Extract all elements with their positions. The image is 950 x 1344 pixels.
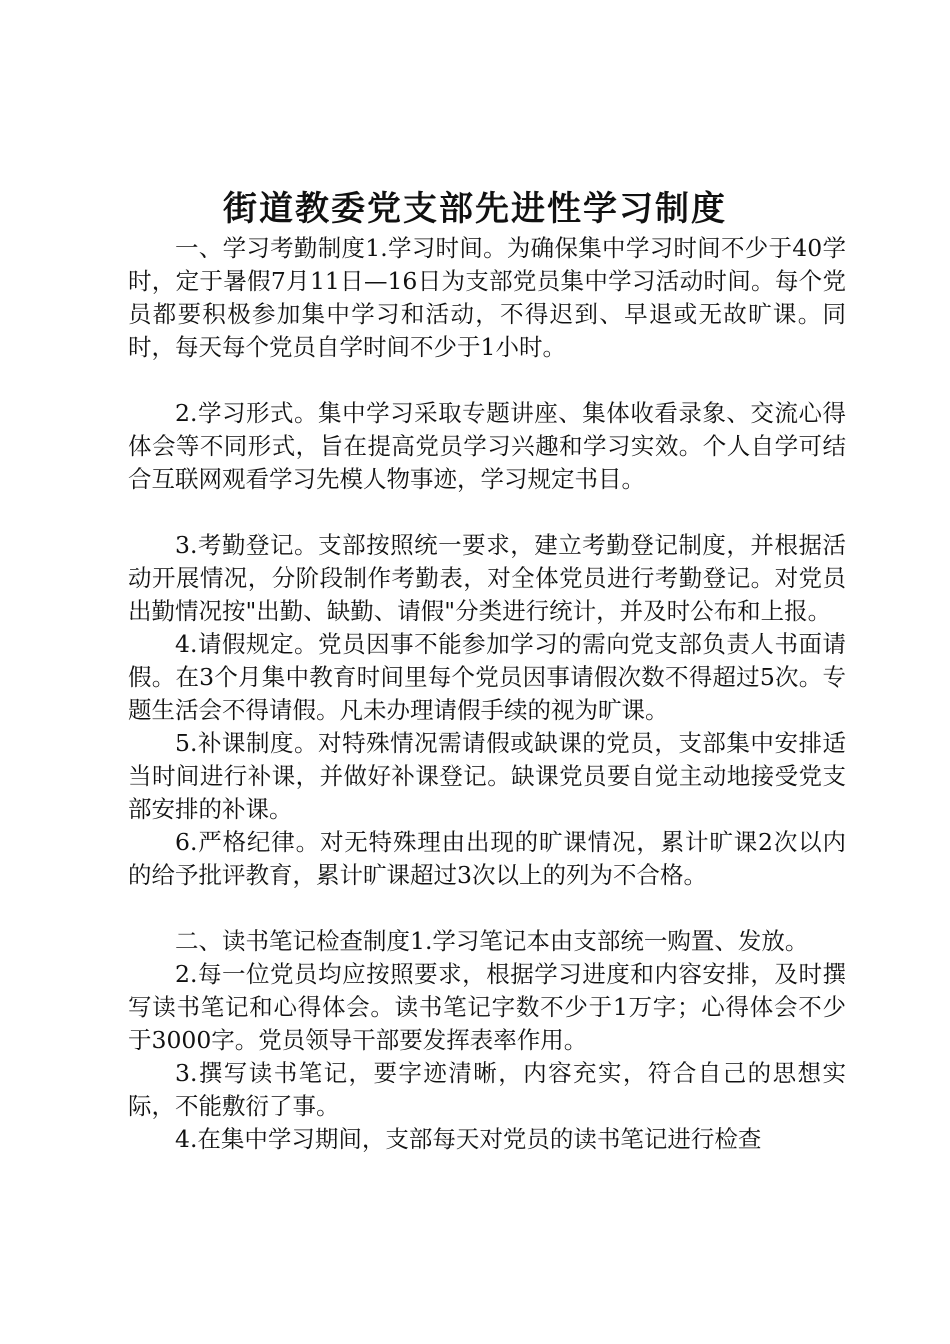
paragraph-spacer <box>128 364 846 397</box>
paragraph-spacer <box>128 892 846 925</box>
paragraph-leave-rules: 4.请假规定。党员因事不能参加学习的需向党支部负责人书面请假。在3个月集中教育时间里每个党员因事请假次数不得超过5次。专题生活会不得请假。凡未办理请假手续的视为旷课。 <box>128 630 846 724</box>
paragraph-attendance-time: 一、学习考勤制度1.学习时间。为确保集中学习时间不少于40学时，定于暑假7月11日—16日为支部党员集中学习活动时间。每个党员都要积极参加集中学习和活动，不得迟到、早退或无故旷课。同时，每天每个党员自学时间不少于1小时。 <box>128 234 846 361</box>
document-title: 街道教委党支部先进性学习制度 <box>223 189 727 229</box>
paragraph-discipline: 6.严格纪律。对无特殊理由出现的旷课情况，累计旷课2次以内的给予批评教育，累计旷课超过3次以上的列为不合格。 <box>128 828 846 889</box>
paragraph-attendance-register: 3.考勤登记。支部按照统一要求，建立考勤登记制度，并根据活动开展情况，分阶段制作考勤表，对全体党员进行考勤登记。对党员出勤情况按"出勤、缺勤、请假"分类进行统计，并及时公布和上报。 <box>128 531 846 625</box>
paragraph-notes-inspection: 4.在集中学习期间，支部每天对党员的读书笔记进行检查 <box>175 1125 762 1153</box>
paragraph-study-form: 2.学习形式。集中学习采取专题讲座、集体收看录象、交流心得体会等不同形式，旨在提高党员学习兴趣和学习实效。个人自学可结合互联网观看学习先模人物事迹，学习规定书目。 <box>128 399 846 493</box>
paragraph-makeup-class: 5.补课制度。对特殊情况需请假或缺课的党员，支部集中安排适当时间进行补课，并做好补课登记。缺课党员要自觉主动地接受党支部安排的补课。 <box>128 729 846 823</box>
document-body <box>128 232 846 1156</box>
paragraph-spacer <box>128 496 846 529</box>
paragraph-notes-quality: 3.撰写读书笔记，要字迹清晰，内容充实，符合自己的思想实际，不能敷衍了事。 <box>128 1059 846 1120</box>
paragraph-notes-check: 二、读书笔记检查制度1.学习笔记本由支部统一购置、发放。 <box>175 927 809 955</box>
paragraph-notes-requirement: 2.每一位党员均应按照要求，根据学习进度和内容安排，及时撰写读书笔记和心得体会。读书笔记字数不少于1万字；心得体会不少于3000字。党员领导干部要发挥表率作用。 <box>128 960 846 1054</box>
